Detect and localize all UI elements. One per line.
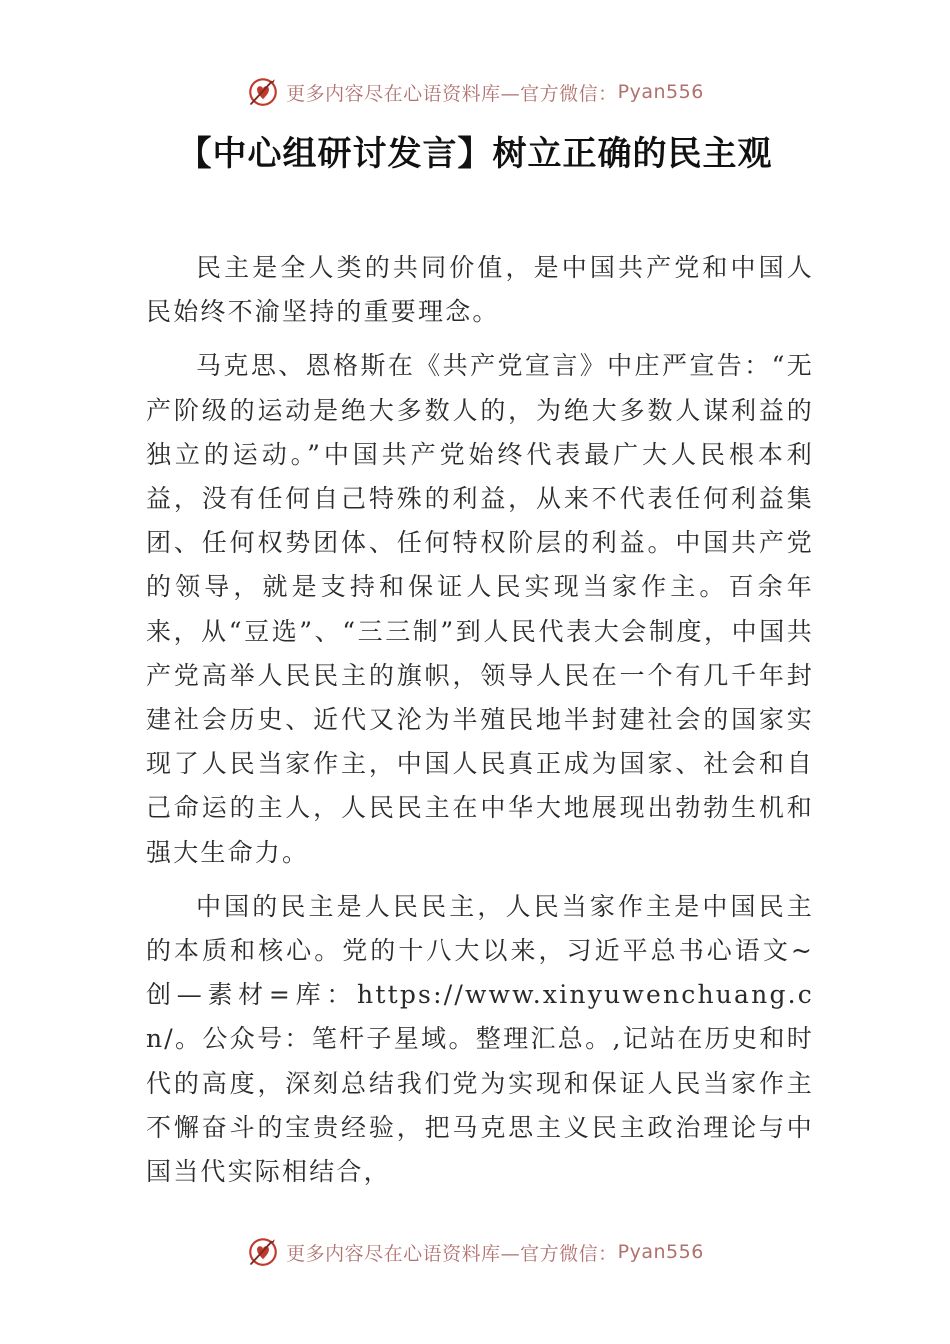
- document-title: 【中心组研讨发言】树立正确的民主观: [177, 134, 773, 174]
- paragraph: 民主是全人类的共同价值，是中国共产党和中国人民始终不渝坚持的重要理念。: [146, 253, 814, 327]
- footer-banner: [0, 1232, 950, 1272]
- footer-wechat-id: Pyan556: [617, 1241, 704, 1263]
- heart-pen-logo-icon: [246, 75, 280, 109]
- header-banner: [0, 72, 950, 112]
- paragraph: 马克思、恩格斯在《共产党宣言》中庄严宣告：“无产阶级的运动是绝大多数人的，为绝大多数人谋利益的独立的运动。”中国共产党始终代表最广大人民根本利益，没有任何自己特殊的利益，从来不代表任何利益集团、任何权势团体、任何特权阶层的利益。中国共产党的领导，就是支持和保证人民实现当家作主。百余年来，从“豆选”、“三三制”到人民代表大会制度，中国共产党高举人民民主的旗帜，领导人民在一个有几千年封建社会历史、近代又沦为半殖民地半封建社会的国家实现了人民当家作主，中国人民真正成为国家、社会和自己命运的主人，人民民主在中华大地展现出勃勃生机和强大生命力。: [146, 351, 814, 867]
- paragraph: 中国的民主是人民民主，人民当家作主是中国民主的本质和核心。党的十八大以来，习近平总书心语文~创—素材=库：https://www.xinyuwenchuang.cn/。公众号：笔杆子星域。整理汇总。,记站在历史和时代的高度，深刻总结我们党为实现和保证人民当家作主不懈奋斗的宝贵经验，把马克思主义民主政治理论与中国当代实际相结合，: [146, 891, 814, 1187]
- header-banner-text: 更多内容尽在心语资料库—官方微信：: [286, 82, 618, 105]
- header-wechat-id: Pyan556: [617, 81, 704, 103]
- heart-pen-logo-icon: [246, 1235, 280, 1269]
- footer-banner-text: 更多内容尽在心语资料库—官方微信：: [286, 1242, 618, 1265]
- document-body: [146, 246, 814, 1204]
